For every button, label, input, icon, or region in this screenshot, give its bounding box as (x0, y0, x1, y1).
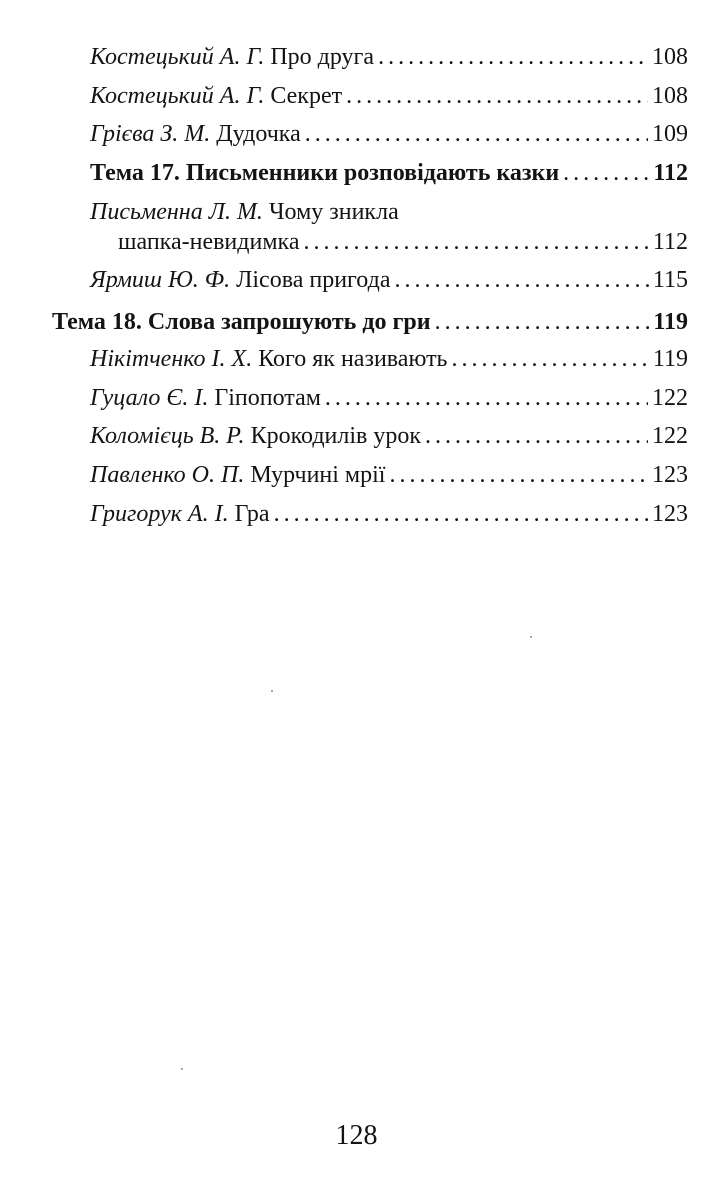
toc-entry-author: Костецький А. Г. (90, 83, 265, 109)
toc-entry-page: 119 (653, 309, 688, 335)
dot-leader (435, 305, 650, 339)
toc-entry-line (90, 40, 688, 74)
toc-entry-line (52, 305, 688, 339)
toc-entry-text (90, 381, 321, 415)
toc-entry-text (90, 263, 390, 297)
dot-leader (425, 419, 648, 453)
toc-entry-line (118, 225, 688, 259)
toc-entry-text (90, 79, 342, 113)
dot-leader (389, 458, 648, 492)
toc-entry-first-line (90, 195, 399, 229)
toc-entry-author: Ярмиш Ю. Ф. (90, 267, 231, 293)
toc-entry-title: Чому зникла (268, 199, 399, 225)
toc-entry-page: 119 (652, 346, 688, 372)
toc-entry-author: Гуцало Є. І. (90, 385, 209, 411)
toc-entry-line (90, 263, 688, 297)
toc-section-title: Тема 17. Письменники розповідають казки (90, 160, 560, 186)
scan-speck (271, 690, 273, 692)
dot-leader (303, 225, 648, 259)
toc-entry-title-continued: шапка-невидимка (118, 229, 300, 255)
scan-speck (530, 636, 532, 638)
toc-entry-page: 122 (652, 423, 688, 449)
toc-entry-page: 123 (652, 501, 688, 527)
toc-section-title: Тема 18. Слова запрошують до гри (52, 309, 431, 335)
dot-leader (378, 40, 648, 74)
dot-leader (452, 342, 649, 376)
toc-entry-text (90, 497, 270, 531)
scan-speck (181, 1068, 183, 1070)
toc-entry-title: Секрет (270, 83, 343, 109)
toc-entry-line (90, 342, 688, 376)
dot-leader (325, 381, 648, 415)
toc-entry-text (90, 342, 448, 376)
toc-entry-line (90, 497, 688, 531)
toc-entry-title: Мурчині мрії (250, 462, 386, 488)
toc-entry-text (90, 419, 421, 453)
toc-entry-author: Костецький А. Г. (90, 44, 265, 70)
dot-leader (394, 263, 648, 297)
toc-entry-page: 108 (652, 83, 688, 109)
page-number: 128 (335, 1120, 378, 1151)
toc-entry-line (90, 419, 688, 453)
toc-entry-author: Григорук А. І. (90, 501, 229, 527)
toc-entry-title: Про друга (270, 44, 375, 70)
toc-entry-page: 122 (652, 385, 688, 411)
toc-entry-page: 115 (652, 267, 688, 293)
toc-entry-title: Крокодилів урок (250, 423, 422, 449)
dot-leader (346, 79, 648, 113)
toc-entry-author: Павленко О. П. (90, 462, 245, 488)
toc-entry-title: Лісова пригода (236, 267, 391, 293)
toc-entry-text (90, 458, 385, 492)
toc-entry-line (90, 156, 688, 190)
toc-entry-page: 109 (652, 121, 688, 147)
toc-entry-title: Дудочка (216, 121, 301, 147)
toc-entry-line (90, 381, 688, 415)
toc-entry-title: Гра (234, 501, 270, 527)
toc-entry-page: 112 (652, 229, 688, 255)
toc-entry-author: Грієва З. М. (90, 121, 211, 147)
dot-leader (563, 156, 649, 190)
dot-leader (305, 117, 648, 151)
toc-entry-line (90, 79, 688, 113)
toc-entry-author: Письменна Л. М. (90, 199, 263, 225)
toc-entry-line (90, 117, 688, 151)
toc-entry-text (90, 40, 374, 74)
toc-entry-author: Коломієць В. Р. (90, 423, 245, 449)
toc-entry-title: Кого як називають (258, 346, 448, 372)
toc-entry-page: 123 (652, 462, 688, 488)
toc-entry-text (90, 117, 301, 151)
toc-entry-title: Гіпопотам (214, 385, 321, 411)
toc-entry-line (90, 458, 688, 492)
toc-entry-author: Нікітченко І. Х. (90, 346, 253, 372)
toc-entry-page: 112 (653, 160, 688, 186)
toc-entry-page: 108 (652, 44, 688, 70)
dot-leader (274, 497, 648, 531)
